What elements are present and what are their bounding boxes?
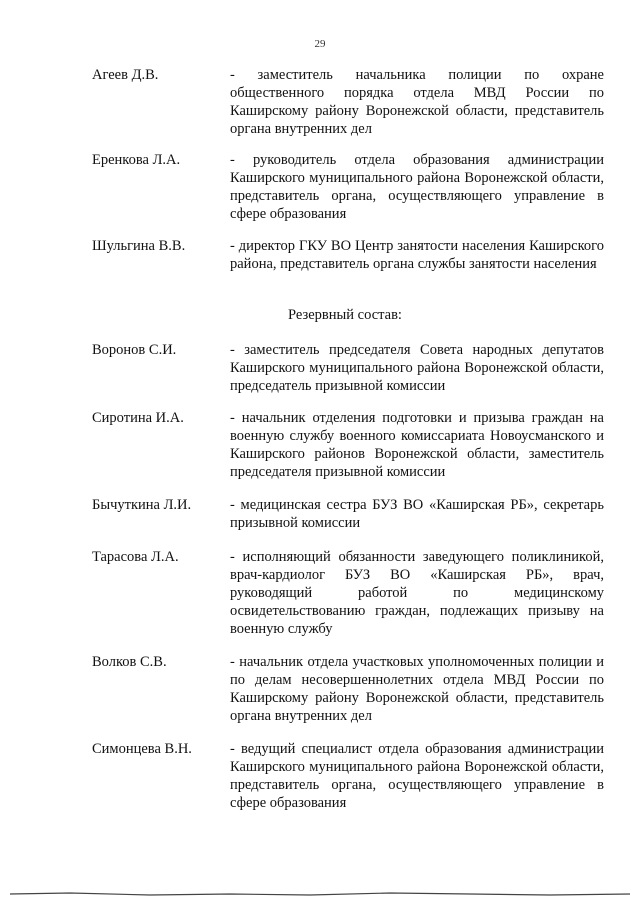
member-description: - медицинская сестра БУЗ ВО «Каширская РБ», секретарь призывной комиссии [230,497,604,531]
scan-edge-mark [10,892,630,896]
member-name: Волков С.В. [92,654,167,670]
member-description: - заместитель начальника полиции по охране общественного порядка отдела МВД России по Каширскому району Воронежской области, представитель органа внутренних дел [230,67,604,137]
member-description: - заместитель председателя Совета народных депутатов Каширского муниципального района Воронежской области, председатель призывной комиссии [230,342,604,394]
member-description: - руководитель отдела образования администрации Каширского муниципального района Воронежской области, представитель органа, осуществляющего управление в сфере образования [230,152,604,222]
member-name: Бычуткина Л.И. [92,497,192,513]
member-description: - исполняющий обязанности заведующего поликлиникой, врач-кардиолог БУЗ ВО «Каширская РБ», врач, руководящий работой по медицинскому освидетельствованию граждан, подлежащих призыву на военную службу [230,549,604,637]
member-name: Шульгина В.В. [92,238,186,254]
member-description: - начальник отделения подготовки и призыва граждан на военную службу военного комиссариата Новоусманского и Каширского районов Воронежской области, заместитель председателя призывной комиссии [230,410,604,480]
reserve-heading: Резервный состав: [288,307,402,323]
member-description: - директор ГКУ ВО Центр занятости населения Каширского района, представитель органа службы занятости населения [230,238,604,272]
page-number: 29 [314,38,326,50]
member-name: Еренкова Л.А. [92,152,181,168]
member-description: - ведущий специалист отдела образования администрации Каширского муниципального района Воронежской области, представитель органа, осуществляющего управление в сфере образования [230,741,604,811]
member-name: Симонцева В.Н. [92,741,192,757]
member-name: Тарасова Л.А. [92,549,179,565]
member-name: Сиротина И.А. [92,410,184,426]
member-name: Воронов С.И. [92,342,177,358]
member-description: - начальник отдела участковых уполномоченных полиции и по делам несовершеннолетних отдела МВД России по Каширскому району Воронежской области, представитель органа внутренних дел [230,654,604,724]
member-name: Агеев Д.В. [92,67,159,83]
